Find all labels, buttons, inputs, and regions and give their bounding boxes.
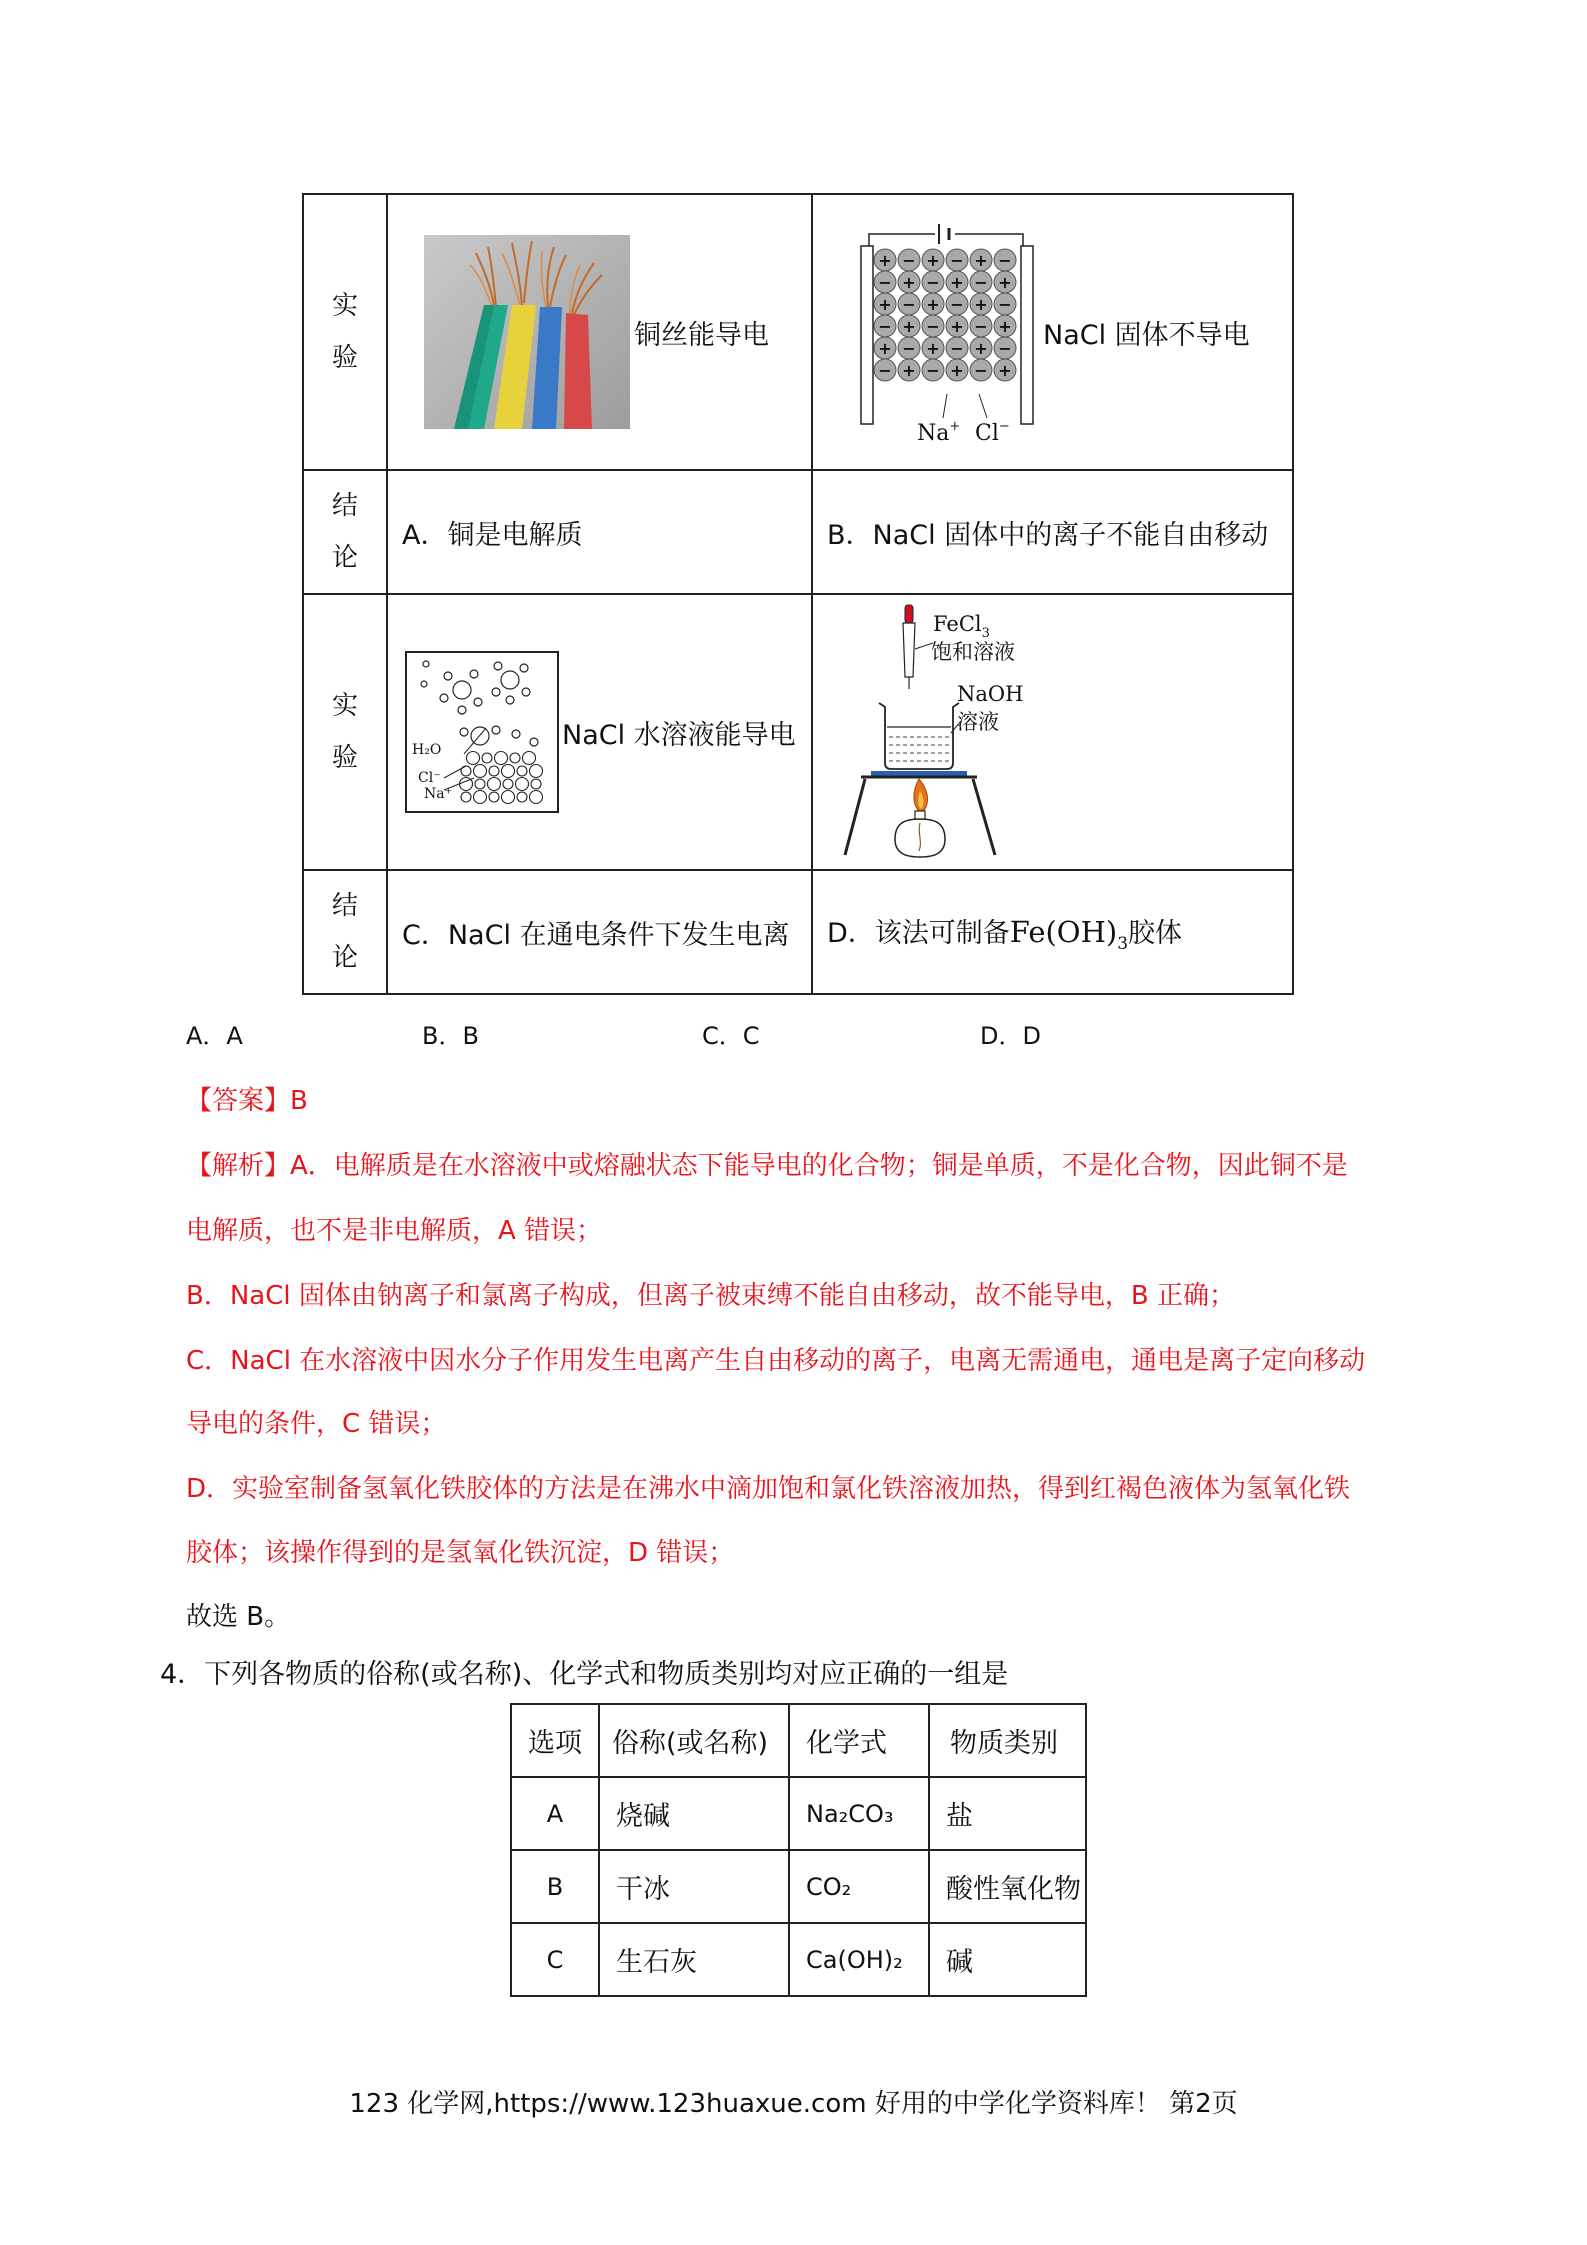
analysis-line: 【解析】A．电解质是在水溶液中或熔融状态下能导电的化合物；铜是单质，不是化合物，因此铜不是: [186, 1151, 1348, 1181]
crystal-ion: [502, 791, 515, 804]
ion-charge: −: [998, 251, 1012, 270]
ion-charge: +: [950, 317, 964, 336]
analysis-line: 导电的条件，C 错误；: [186, 1409, 447, 1439]
nacl-solution-cell: [387, 594, 812, 870]
crystal-ion: [516, 778, 529, 791]
ion-charge: +: [974, 251, 988, 270]
ion-charge: +: [926, 295, 940, 314]
crystal-ion: [530, 791, 543, 804]
crystal-ion: [502, 765, 515, 778]
ion-charge: +: [878, 295, 892, 314]
nacl-solid-cell: [812, 194, 1293, 470]
copper-conducts-text: 铜丝能导电: [634, 319, 769, 351]
option-c[interactable]: C．C: [702, 1022, 760, 1050]
crystal-ion: [489, 792, 499, 802]
table-header-row: [511, 1704, 1086, 1777]
conclusion-d: D．该法可制备$Fe(OH)_3$胶体: [827, 914, 1183, 954]
naoh-solution-label: 溶液: [957, 710, 999, 734]
row-label-experiment: 实 验: [303, 594, 387, 870]
question-4-table: [510, 1703, 1087, 1997]
ion-charge: +: [878, 339, 892, 358]
ion-charge: −: [878, 361, 892, 380]
table-row: [303, 594, 1293, 870]
ion-charge: +: [902, 317, 916, 336]
fe-oh3-formula: $Fe(OH)_3$: [1009, 914, 1129, 954]
option-d[interactable]: D．D: [980, 1022, 1041, 1050]
ion-charge: +: [974, 339, 988, 358]
h2o-label: H₂O: [412, 742, 442, 758]
ion-charge: −: [974, 317, 988, 336]
copper-wire-cell: [387, 194, 812, 470]
ion-charge: −: [950, 251, 964, 270]
ion-charge: −: [950, 339, 964, 358]
table-row: [303, 194, 1293, 470]
table-row: B 干冰 CO₂ 酸性氧化物: [511, 1850, 1086, 1923]
crystal-ion: [531, 779, 541, 789]
crystal-ion: [482, 753, 492, 763]
crystal-ion: [467, 752, 480, 765]
analysis-line: 胶体；该操作得到的是氢氧化铁沉淀，D 错误；: [186, 1538, 735, 1568]
analysis-line: 电解质，也不是非电解质，A 错误；: [186, 1216, 603, 1246]
na-ion-label: Na⁺: [424, 786, 452, 802]
row-label-conclusion: 结 论: [303, 470, 387, 594]
analysis-line: D．实验室制备氢氧化铁胶体的方法是在沸水中滴加饱和氯化铁溶液加热，得到红褐色液体为氢氧化铁: [186, 1474, 1351, 1504]
crystal-ion: [503, 779, 513, 789]
ion-charge: +: [902, 361, 916, 380]
choice-line: 故选 B。: [186, 1602, 291, 1632]
ion-charge: +: [998, 317, 1012, 336]
analysis-line: B．NaCl 固体由钠离子和氯离子构成，但离子被束缚不能自由移动，故不能导电，B 正确；: [186, 1281, 1235, 1311]
crystal-ion: [475, 779, 485, 789]
ion-charge: −: [950, 295, 964, 314]
fe-oh3-apparatus-cell: [812, 594, 1293, 870]
analysis-line: C．NaCl 在水溶液中因水分子作用发生电离产生自由移动的离子，电离无需通电，通电是离子定向移动: [186, 1346, 1366, 1376]
row-label-conclusion: 结 论: [303, 870, 387, 994]
table-row: A 烧碱 Na₂CO₃ 盐: [511, 1777, 1086, 1850]
na-ion-label: Na+: [917, 419, 961, 446]
heating-apparatus-diagram: [831, 603, 1051, 861]
crystal-ion: [510, 753, 520, 763]
crystal-ion: [523, 752, 536, 765]
conclusion-d-cell: [812, 870, 1293, 994]
option-a[interactable]: A．A: [186, 1022, 243, 1050]
cl-ion-label: Cl−: [975, 419, 1010, 446]
conclusion-b: B．NaCl 固体中的离子不能自由移动: [827, 519, 1269, 551]
crystal-ion: [461, 792, 471, 802]
ion-charge: +: [998, 273, 1012, 292]
fecl3-saturated-label: 饱和溶液: [931, 640, 1015, 664]
conclusion-a-cell: [387, 470, 812, 594]
crystal-ion: [474, 765, 487, 778]
header-name: 俗称(或名称): [599, 1704, 789, 1777]
ion-charge: −: [902, 251, 916, 270]
option-b[interactable]: B．B: [422, 1022, 479, 1050]
nacl-solution-diagram: [404, 650, 560, 814]
crystal-ion: [474, 791, 487, 804]
answer-line: 【答案】B: [186, 1086, 308, 1116]
answer-options: [186, 1016, 1286, 1050]
table-row: [303, 870, 1293, 994]
ion-charge: +: [902, 273, 916, 292]
nacl-solid-diagram: [857, 218, 1037, 446]
nacl-solution-text: NaCl 水溶液能导电: [562, 719, 796, 751]
ion-charge: −: [974, 273, 988, 292]
ion-charge: +: [950, 361, 964, 380]
page-footer: 123 化学网,https://www.123huaxue.com 好用的中学化学资料库！ 第2页: [349, 2089, 1238, 2119]
ion-charge: −: [878, 273, 892, 292]
conclusion-c-cell: [387, 870, 812, 994]
crystal-ion: [517, 792, 527, 802]
header-formula: 化学式: [789, 1704, 929, 1777]
ion-charge: +: [974, 295, 988, 314]
ion-lattice: [874, 249, 1016, 381]
table-row: C 生石灰 Ca(OH)₂ 碱: [511, 1923, 1086, 1996]
fecl3-label: FeCl$_3$: [933, 612, 990, 641]
copper-wire-photo: [424, 235, 630, 429]
header-option: 选项: [511, 1704, 599, 1777]
crystal-ion: [489, 766, 499, 776]
cl-ion-label: Cl⁻: [418, 770, 441, 786]
ion-charge: −: [878, 317, 892, 336]
ion-charge: +: [878, 251, 892, 270]
conclusion-b-cell: [812, 470, 1293, 594]
experiment-table: [302, 193, 1294, 995]
ion-charge: −: [902, 295, 916, 314]
question-4-stem: 4．下列各物质的俗称(或名称)、化学式和物质类别均对应正确的一组是: [160, 1659, 1009, 1690]
table-row: [303, 470, 1293, 594]
crystal-ion: [517, 766, 527, 776]
ion-charge: +: [926, 251, 940, 270]
nacl-solid-text: NaCl 固体不导电: [1043, 319, 1250, 351]
ion-charge: −: [998, 295, 1012, 314]
header-category: 物质类别: [929, 1704, 1086, 1777]
ion-charge: −: [926, 361, 940, 380]
conclusion-c: C．NaCl 在通电条件下发生电离: [402, 919, 790, 951]
crystal-ion: [488, 778, 501, 791]
ion-charge: −: [998, 339, 1012, 358]
ion-charge: −: [902, 339, 916, 358]
conclusion-a: A．铜是电解质: [402, 519, 583, 551]
ion-charge: −: [974, 361, 988, 380]
naoh-label: NaOH: [957, 682, 1024, 706]
ion-charge: +: [950, 273, 964, 292]
ion-charge: −: [926, 317, 940, 336]
ion-charge: −: [926, 273, 940, 292]
ion-charge: +: [998, 361, 1012, 380]
ion-charge: +: [926, 339, 940, 358]
row-label-experiment: 实 验: [303, 194, 387, 470]
crystal-ion: [530, 765, 543, 778]
crystal-ion: [495, 752, 508, 765]
